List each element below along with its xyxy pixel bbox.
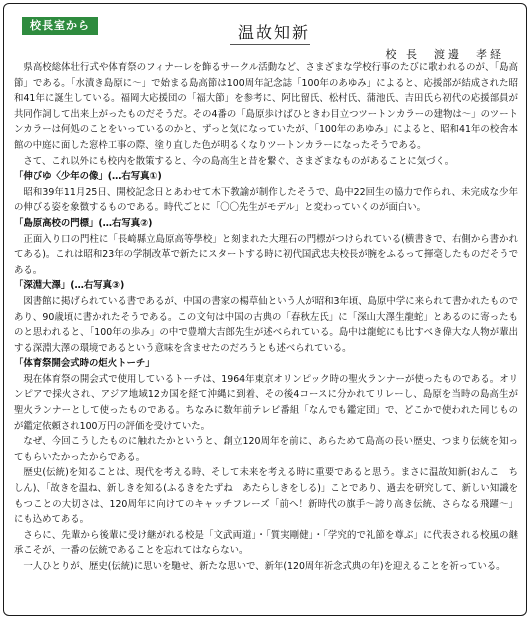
body-paragraph: 正面入り口の門柱に「長崎縣立島原高等學校」と刻まれた大理石の門標がつけられている(横書きで、右側から書かれてある)。これは昭和23年の学制改革で新たにスタートする時に初代国武忠夫校長が腕をふるって揮毫したものだそうである。 <box>14 233 518 276</box>
article-title: 温故知新 <box>237 23 310 42</box>
body-paragraph: なぜ、今回こうしたものに触れたかというと、創立120周年を前に、あらためて島高の長い歴史、つまり伝統を知ってもらいたかったからである。 <box>14 436 518 463</box>
section-heading: 「深淵大澤」(…右写真③) <box>14 280 125 292</box>
body-paragraph: 昭和39年11月25日、開校記念日とあわせて木下教諭が制作したそうで、島中22回生の協力で作られ、未完成な少年の伸びる姿を象徴するものである。時代ごとに「〇〇先生がモデル」と変わっていくのが面白い。 <box>14 186 518 214</box>
section-badge: 校長室から <box>22 17 98 35</box>
article-frame <box>3 3 527 616</box>
body-paragraph: 一人ひとりが、歴史(伝統)に思いを馳せ、新たな思いで、新年(120周年祈念式典の年)を迎えることを祈っている。 <box>23 561 506 572</box>
title-underline <box>230 44 310 45</box>
body-paragraph: 県高校総体壮行式や体育祭のフィナーレを飾るサークル活動など、さまざまな学校行事のたびに歌われるのが、「島高節」である。「水漬き島原に～」で始まる島高節は100周年記念誌「100年のあゆみ」によると、応援部が結成された昭和41年に誕生している。福岡大応援団の「福大節」を参考に、阿比留氏、松村氏、蒲池氏、吉田氏ら初代の応援部員が共同作詞して出来上がったものだそうだ。その4番の「島原歩けばひときわ目立つツートンカラーの建物は～」のツートンカラーは何処のことをいっているのかと、ずっと気になっていたが、「100年のあゆみ」によると、昭和41年の校舎本館の中庭に面した窓枠工事の際、塗り直した色が明るくなりツートンカラーになったそうである。 <box>14 62 518 151</box>
body-paragraph: さらに、先輩から後輩に受け継がれる校是「文武両道」・「質実剛健」・「学究的で礼節を尊ぶ」に代表される校風の継承こそが、一番の伝統であることを忘れてはならない。 <box>14 529 518 557</box>
body-paragraph: 歴史(伝統)を知ることは、現代を考える時、そして未来を考える時に重要であると思う。まさに温故知新(おんこ ちしん)、「故きを温ね、新しきを知る(ふるきをたずね あたらしきをしる)」ことであり、過去を研究して、新しい知識をもつことの大切さは、120周年に向けてのキャッチフレーズ「前へ！新時代の旗手～誇り高き伝統、さらなる飛躍～」にも込めてある。 <box>14 467 518 526</box>
body-paragraph: 現在体育祭の開会式で使用しているトーチは、1964年東京オリンピック時の聖火ランナーが使ったものである。オリンピアで採火され、アジア地域12カ国を経て沖縄に到着、その後4コースに分かれてリレーし、島原を当時の島高生が聖火ランナーとして使ったものである。ちなみに数年前テレビ番組「なんでも鑑定団」で、どこかで使われた同じものが鑑定依頼され100万円の評価を受けていた。 <box>14 373 518 432</box>
article-body <box>14 60 518 575</box>
body-paragraph: さて、これ以外にも校内を散策すると、今の島高生と昔を繋ぐ、さまざまなものがあることに気づく。 <box>23 155 455 167</box>
body-paragraph: 図書館に掲げられている書であるが、中国の書家の楊草仙という人が昭和3年頃、島原中学に来られて書かれたものであり、90歳頃に書かれたそうである。この文句は中国の古典の「春秋左氏」に「深山大澤生龍蛇」とあるのに寄ったものと思われると、「100年の歩み」の中で豊増大吉郎先生が述べられている。島中は龍蛇にも比すべき偉大な人物が輩出する深淵大澤の環境であるという意味を含ませたのだろうとも述べられている。 <box>14 295 518 354</box>
section-heading: 「島原高校の門標」(…右写真②) <box>14 217 153 229</box>
section-heading: 「体育祭開会式時の炬火トーチ」 <box>14 358 155 370</box>
section-heading: 「伸びゆ〈少年の像」(…右写真①) <box>14 171 162 183</box>
author-line: 校 長 渡邊 孝経 <box>385 48 504 61</box>
